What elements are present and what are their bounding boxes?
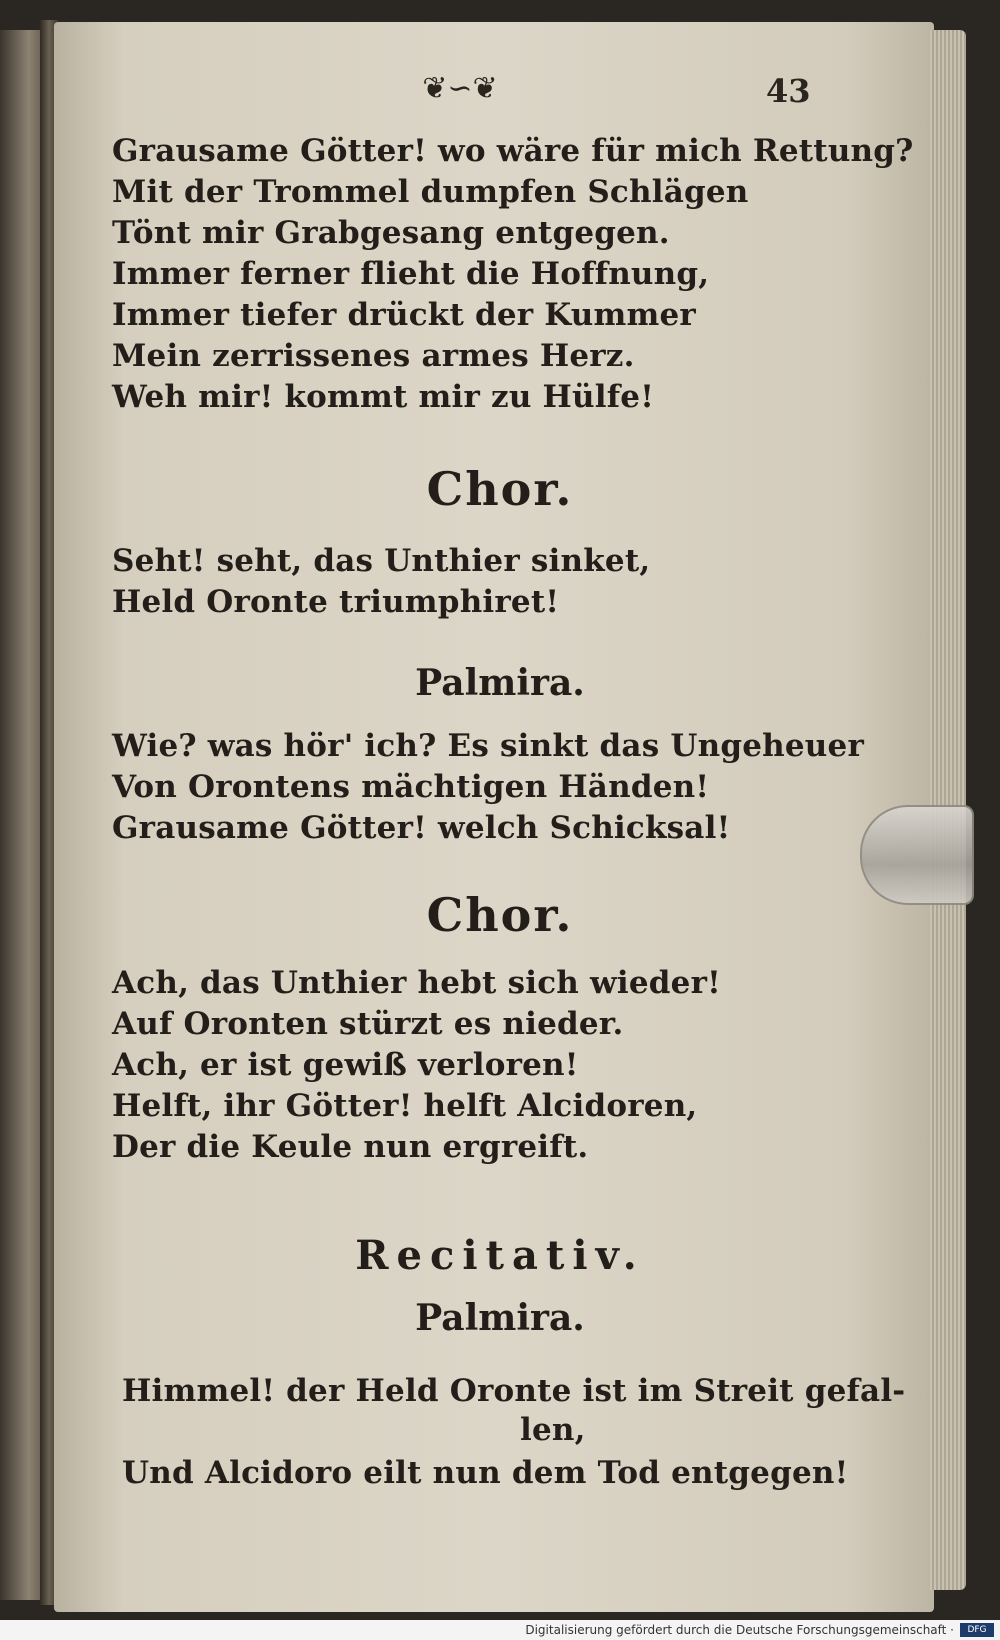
section-heading-recitativ: Recitativ. xyxy=(355,1232,645,1279)
dfg-logo: DFG xyxy=(960,1623,994,1637)
speaker-heading-chor: Chor. xyxy=(426,888,574,942)
text-line: Und Alcidoro eilt nun dem Tod entgegen! xyxy=(122,1455,849,1491)
text-line: Weh mir! kommt mir zu Hülfe! xyxy=(112,379,655,415)
speaker-heading-palmira: Palmira. xyxy=(415,662,585,704)
text-line: Ach, das Unthier hebt sich wieder! xyxy=(112,965,721,1001)
text-line: Mit der Trommel dumpfen Schlägen xyxy=(112,174,749,210)
text-line: Wie? was hör' ich? Es sinkt das Ungeheuer xyxy=(112,728,864,764)
text-line: Immer ferner flieht die Hoffnung, xyxy=(112,256,710,292)
speaker-heading-chor: Chor. xyxy=(426,462,574,516)
text-line: Mein zerrissenes armes Herz. xyxy=(112,338,635,374)
text-line: Ach, er ist gewiß verloren! xyxy=(112,1047,579,1083)
page-number: 43 xyxy=(766,72,811,110)
text-line: Auf Oronten stürzt es nieder. xyxy=(112,1006,624,1042)
footer-credit: Digitalisierung gefördert durch die Deutsche Forschungsgemeinschaft · xyxy=(525,1623,954,1637)
text-line: len, xyxy=(520,1412,586,1448)
text-line: Helft, ihr Götter! helft Alcidoren, xyxy=(112,1088,698,1124)
text-line: Der die Keule nun ergreift. xyxy=(112,1129,589,1165)
text-line: Held Oronte triumphiret! xyxy=(112,584,560,620)
text-line: Tönt mir Grabgesang entgegen. xyxy=(112,215,670,251)
text-line: Seht! seht, das Unthier sinket, xyxy=(112,543,651,579)
text-line: Grausame Götter! wo wäre für mich Rettung? xyxy=(112,133,914,169)
text-line: Von Orontens mächtigen Händen! xyxy=(112,769,710,805)
footer-bar xyxy=(0,1620,1000,1640)
text-line: Immer tiefer drückt der Kummer xyxy=(112,297,696,333)
text-line: Himmel! der Held Oronte ist im Streit gefal- xyxy=(122,1373,906,1409)
text-line: Grausame Götter! welch Schicksal! xyxy=(112,810,731,846)
speaker-heading-palmira: Palmira. xyxy=(415,1297,585,1339)
ornament-icon: ❦∽❦ xyxy=(422,71,498,106)
